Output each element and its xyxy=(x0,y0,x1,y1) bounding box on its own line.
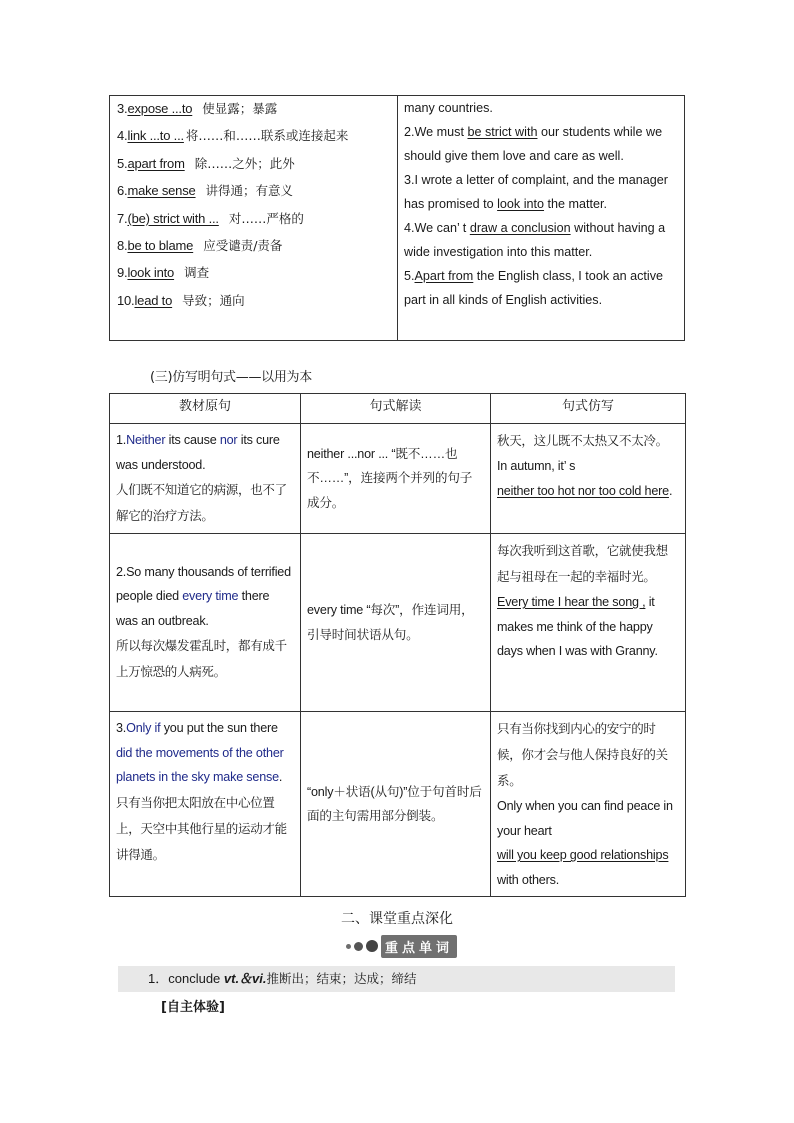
exercise-4 xyxy=(404,216,678,264)
original-cell xyxy=(110,424,301,534)
phrase-num: 3. xyxy=(117,101,128,116)
word-headword: conclude xyxy=(168,971,224,986)
exercise-answer: Apart from xyxy=(414,269,474,283)
table-row xyxy=(110,424,686,534)
exercise-2 xyxy=(404,120,678,168)
original-en xyxy=(116,428,294,477)
header-explain: 句式解读 xyxy=(301,394,491,424)
answer-end: it makes me think of the happy days when I was with Granny. xyxy=(497,595,658,658)
phrase-item xyxy=(117,181,397,208)
explain-cell xyxy=(301,712,491,897)
imitate-cell xyxy=(491,712,686,897)
keyword: Only if xyxy=(126,721,161,735)
original-cell xyxy=(110,712,301,897)
sentence-num: 3. xyxy=(116,721,127,735)
header-imitate: 句式仿写 xyxy=(491,394,686,424)
phrase-num: 10. xyxy=(117,292,135,308)
phrase-item xyxy=(117,154,397,181)
imitate-en: In autumn, it’ s xyxy=(497,459,576,473)
exercise-line: many countries. xyxy=(404,101,493,115)
imitate-cell xyxy=(491,534,686,712)
phrase-num: 5. xyxy=(117,155,128,171)
phrase-item xyxy=(117,209,397,236)
answer-blank: will you keep good relationships xyxy=(497,848,669,862)
exercise-3 xyxy=(404,168,678,216)
keyword: did the movements of the other planets in the sky make sense xyxy=(116,745,284,784)
phrase-item xyxy=(117,99,397,126)
original-cell xyxy=(110,534,301,712)
phrase-cn: 使显露；暴露 xyxy=(202,101,278,116)
phrase-en: make sense xyxy=(127,183,196,199)
phrase-num: 7. xyxy=(117,210,128,226)
phrase-num: 8. xyxy=(117,237,128,253)
phrase-en: expose ...to xyxy=(127,101,193,116)
decor-dot-icon xyxy=(346,944,351,949)
original-en xyxy=(116,716,294,790)
phrase-en: link ...to ... xyxy=(127,128,184,144)
phrase-cn: 将……和……联系或连接起来 xyxy=(185,128,349,144)
exercise-answer: look into xyxy=(497,197,545,211)
header-original: 教材原句 xyxy=(110,394,301,424)
exercise-text: 3.I wrote a letter of complaint, and the manager has promised to xyxy=(404,173,668,211)
imitate-answer xyxy=(497,479,679,504)
phrase-item xyxy=(117,263,397,290)
phrase-en: look into xyxy=(127,265,175,281)
phrase-item xyxy=(117,236,397,263)
imitate-cn: 秋天，这儿既不太热又不太冷。 xyxy=(497,433,668,448)
keyword-banner xyxy=(346,935,457,957)
section-3-title: (三)仿写明句式——以用为本 xyxy=(150,370,312,385)
explain-text: “only＋状语(从句)”位于句首时后面的主句需用部分倒装。 xyxy=(307,784,482,823)
phrase-cn: 调查 xyxy=(184,265,210,281)
imitate-cn: 每次我听到这首歌，它就使我想起与祖母在一起的幸福时光。 xyxy=(497,543,668,584)
exercise-5 xyxy=(404,264,678,312)
exercise-text: the matter. xyxy=(544,197,608,211)
sentence-text: its cure was understood. xyxy=(116,433,280,472)
phrase-num: 6. xyxy=(117,183,128,199)
phrase-exercises xyxy=(398,96,684,340)
phrase-table xyxy=(109,95,685,341)
phrase-en: be to blame xyxy=(127,237,194,253)
exercise-text: without having a wide investigation into this matter. xyxy=(404,221,666,259)
phrase-cn: 应受谴责/责备 xyxy=(203,237,283,253)
phrase-en: lead to xyxy=(134,292,173,308)
sentence-table xyxy=(109,393,686,897)
imitate-answer xyxy=(497,590,679,664)
answer-blank: Every time I hear the song , xyxy=(497,595,646,609)
phrase-list xyxy=(110,96,398,340)
decor-dot-icon xyxy=(366,940,378,952)
exercise-answer: be strict with xyxy=(467,125,538,139)
answer-blank: neither too hot nor too cold here xyxy=(497,483,669,498)
exercise-text: our students while we should give them love and care as well. xyxy=(404,125,663,163)
sentence-num: 1. xyxy=(116,433,127,447)
answer-end: . xyxy=(668,483,673,498)
original-cn: 所以每次爆发霍乱时，都有成千上万惊恐的人病死。 xyxy=(116,638,287,680)
section-2-title: 二、课堂重点深化 xyxy=(341,911,453,927)
phrase-cn: 导致；通向 xyxy=(182,292,245,308)
explain-text: every time “每次”，作连词用，引导时间状语从句。 xyxy=(307,603,474,642)
sentence-text: there was an outbreak. xyxy=(116,589,270,628)
keyword: nor xyxy=(219,433,238,447)
banner-label: 重点单词 xyxy=(381,935,457,958)
keyword: Neither xyxy=(126,433,166,447)
phrase-item xyxy=(117,126,397,153)
imitate-cell xyxy=(491,424,686,534)
table-header-row xyxy=(110,394,686,424)
table-row xyxy=(110,712,686,897)
imitate-cn: 只有当你找到内心的安宁的时候，你才会与他人保持良好的关系。 xyxy=(497,721,668,788)
phrase-cn: 除……之外；此外 xyxy=(194,155,295,171)
table-row xyxy=(110,534,686,712)
phrase-num: 4. xyxy=(117,128,128,144)
original-cn: 人们既不知道它的病源，也不了解它的治疗方法。 xyxy=(116,482,287,523)
phrase-cn: 对……严格的 xyxy=(228,210,304,226)
exercise-text: 5. xyxy=(404,269,415,283)
word-num: 1． xyxy=(148,971,169,986)
exercise-answer: draw a conclusion xyxy=(469,221,571,235)
word-pos: vt.＆vi. xyxy=(223,971,267,986)
exercise-text: the English class, I took an active part in all kinds of English activities. xyxy=(404,269,664,307)
imitate-answer xyxy=(497,843,679,892)
phrase-en: apart from xyxy=(127,155,185,171)
exercise-text: 4.We can’ t xyxy=(404,221,470,235)
original-cn: 只有当你把太阳放在中心位置上，天空中其他行星的运动才能讲得通。 xyxy=(116,794,287,862)
phrase-cn: 讲得通；有意义 xyxy=(205,183,294,199)
word-entry-bar xyxy=(118,966,675,992)
phrase-item xyxy=(117,291,397,318)
answer-end: with others. xyxy=(497,872,559,887)
explain-text: neither ...nor ... “既不……也不……”，连接两个并列的句子成分。 xyxy=(307,446,473,510)
imitate-en: Only when you can find peace in your heart xyxy=(497,799,673,838)
decor-dot-icon xyxy=(354,942,363,951)
explain-cell xyxy=(301,424,491,534)
phrase-en: (be) strict with ... xyxy=(127,210,219,226)
sentence-text: 2.So many thousands of terrified people died xyxy=(116,564,291,604)
sentence-text: its cause xyxy=(165,433,220,447)
exercise-text: 2.We must xyxy=(404,125,468,139)
phrase-num: 9. xyxy=(117,265,128,281)
sentence-text: . xyxy=(278,770,283,784)
explain-cell xyxy=(301,534,491,712)
self-experience-label: [自主体验] xyxy=(161,1000,225,1015)
original-en xyxy=(116,560,294,634)
word-meaning: 推断出；结束；达成；缔结 xyxy=(266,971,417,986)
keyword: every time xyxy=(182,589,239,604)
sentence-text: you put the sun there xyxy=(160,721,278,735)
